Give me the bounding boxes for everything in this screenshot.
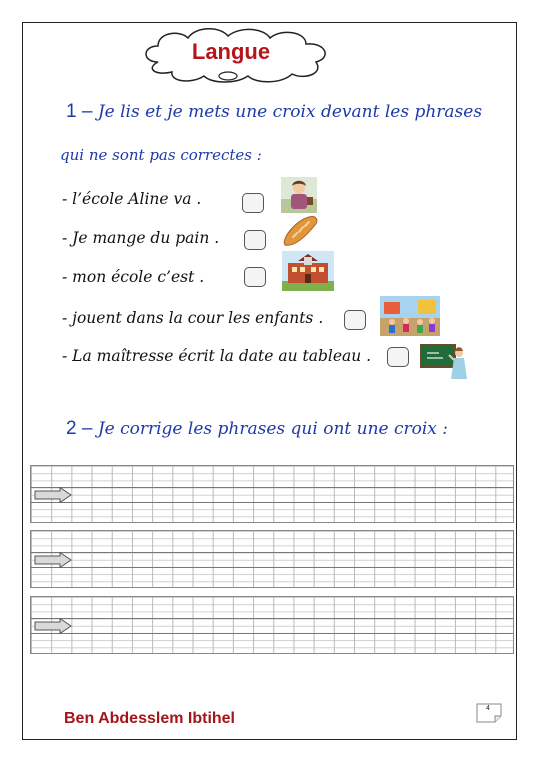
- checkbox-sentence-4[interactable]: [344, 310, 366, 330]
- exercise1-instruction-line1: Je lis et je mets une croix devant les phrases: [97, 102, 483, 122]
- arrow-right-icon: [34, 552, 72, 568]
- exercise1-number: 1 –: [66, 101, 93, 122]
- page-number: 4: [486, 705, 490, 712]
- teacher-at-blackboard-icon: [419, 341, 471, 383]
- writing-line-3[interactable]: [30, 596, 514, 654]
- page-title: Langue: [191, 39, 271, 64]
- checkbox-sentence-5[interactable]: [387, 347, 409, 367]
- checkbox-sentence-1[interactable]: [242, 193, 264, 213]
- author-name: Ben Abdesslem Ibtihel: [64, 710, 235, 727]
- writing-line-2[interactable]: [30, 530, 514, 588]
- sentence-3: - mon école c’est .: [62, 268, 205, 286]
- checkbox-sentence-2[interactable]: [244, 230, 266, 250]
- children-playground-icon: [380, 296, 440, 336]
- school-building-icon: [282, 251, 334, 291]
- arrow-right-icon: [34, 487, 72, 503]
- exercise1-instruction-line2: qui ne sont pas correctes :: [60, 146, 262, 164]
- sentence-1: - l’école Aline va .: [62, 190, 202, 208]
- sentence-2: - Je mange du pain .: [62, 229, 220, 247]
- writing-line-1[interactable]: [30, 465, 514, 523]
- exercise2-instruction: [66, 418, 448, 440]
- exercise2-number: 2 –: [66, 418, 93, 439]
- sentence-5: - La maîtresse écrit la date au tableau .: [62, 347, 372, 365]
- exercise1-instruction: [66, 101, 482, 123]
- arrow-right-icon: [34, 618, 72, 634]
- exercise2-instruction-text: Je corrige les phrases qui ont une croix :: [97, 419, 449, 439]
- checkbox-sentence-3[interactable]: [244, 267, 266, 287]
- woman-illustration-icon: [281, 177, 317, 213]
- sentence-4: - jouent dans la cour les enfants .: [62, 309, 324, 327]
- bread-loaf-icon: [281, 215, 319, 249]
